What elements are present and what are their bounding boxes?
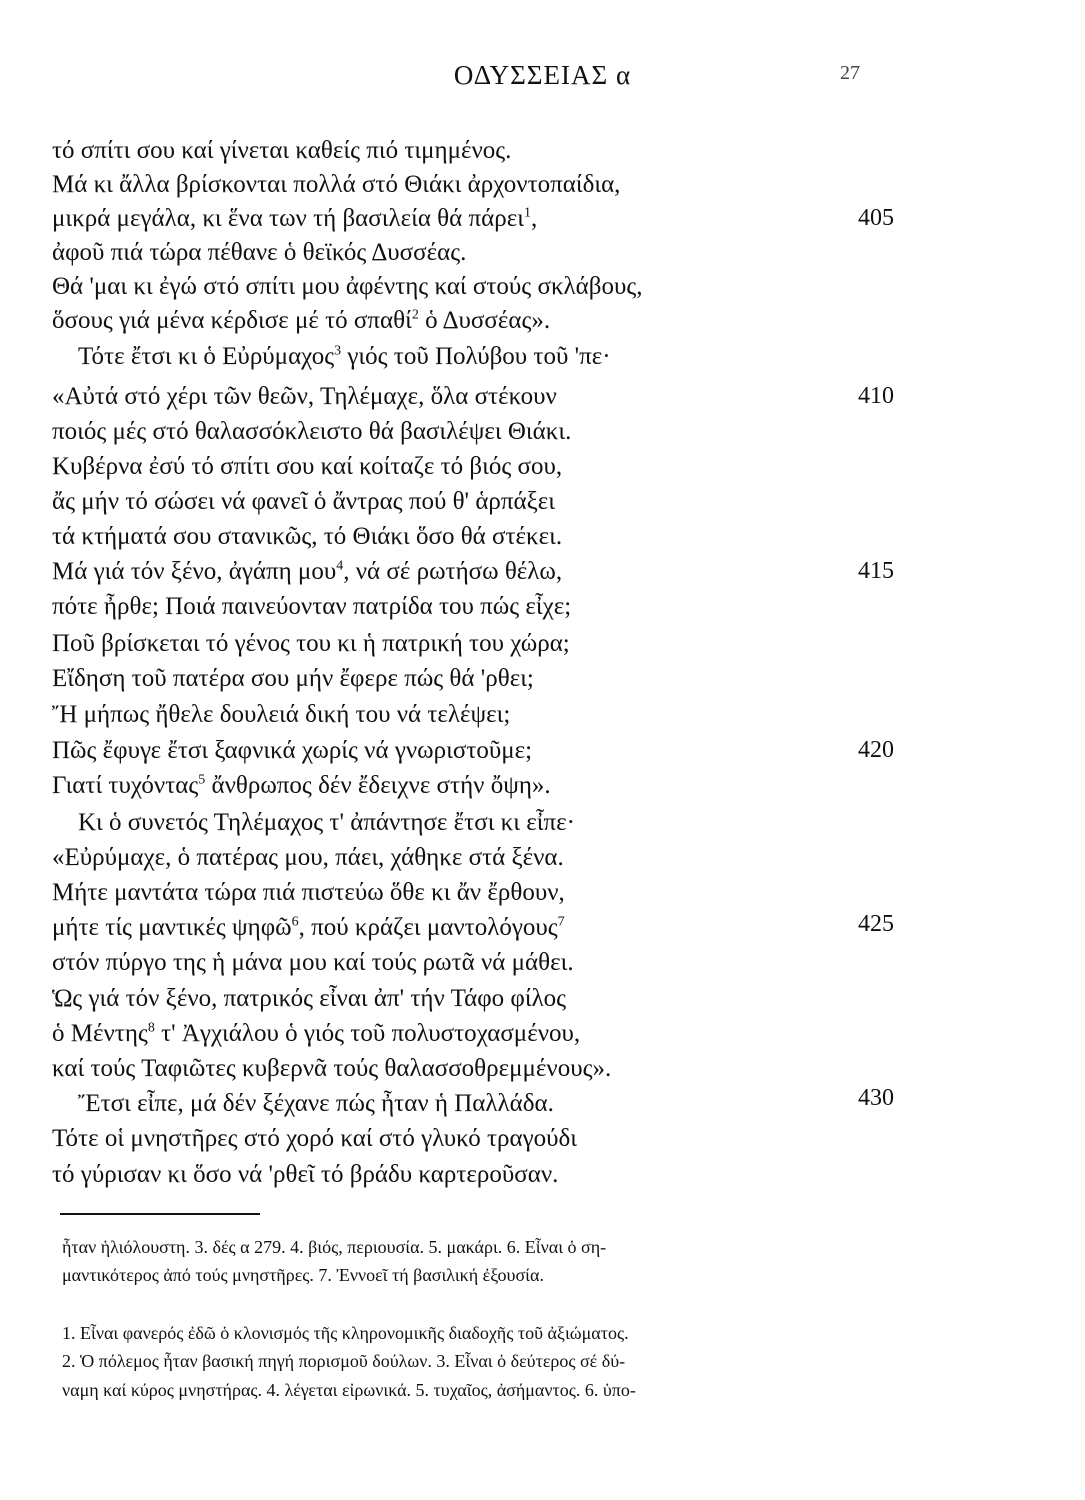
verse-line: Θά 'μαι κι ἐγώ στό σπίτι μου ἀφέντης καί στούς σκλάβους, <box>52 273 643 300</box>
verse-line: ποιός μές στό θαλασσόκλειστο θά βασιλέψει Θιάκι. <box>52 418 572 445</box>
verse-line: ὅσους γιά μένα κέρδισε μέ τό σπαθί$^2$ ὁ Δυσσέας». <box>52 307 551 334</box>
verse-line: μήτε τίς μαντικές ψηφῶ$^6$, πού κράζει μαντολόγους$^7$ <box>52 914 565 941</box>
verse-line: πότε ἦρθε; Ποιά παινεύονταν πατρίδα του πώς εἶχε; <box>52 593 572 620</box>
footnote-marker: 6 <box>291 914 299 930</box>
page-title: ΟΔΥΣΣΕΙΑΣ α <box>453 60 632 90</box>
line-number: 430 <box>858 1085 894 1111</box>
verse-line: Ὡς γιά τόν ξένο, πατρικός εἶναι ἀπ' τήν Τάφο φίλος <box>52 985 567 1012</box>
footnote-line: 1. Εἶναι φανερός ἐδῶ ὁ κλονισμός τῆς κληρονομικῆς διαδοχῆς τοῦ ἀξιώματος. <box>62 1323 629 1343</box>
page-number: 27 <box>840 62 860 84</box>
verse-line: Κυβέρνα ἐσύ τό σπίτι σου καί κοίταζε τό βιός σου, <box>52 453 563 480</box>
line-number: 405 <box>858 205 894 231</box>
footnote-line: 2. Ὁ πόλεμος ἦταν βασική πηγή πορισμοῦ δούλων. 3. Εἶναι ὁ δεύτερος σέ δύ- <box>62 1351 626 1371</box>
line-number: 420 <box>858 737 894 763</box>
verse-line: ἀφοῦ πιά τώρα πέθανε ὁ θεϊκός Δυσσέας. <box>52 239 467 266</box>
footnote-divider <box>60 1213 260 1215</box>
footnote-marker: 4 <box>336 558 344 574</box>
verse-line: Γιατί τυχόντας$^5$ ἄνθρωπος δέν ἔδειχνε στήν ὄψη». <box>52 772 551 799</box>
verse-line: στόν πύργο της ἡ μάνα μου καί τούς ρωτᾶ νά μάθει. <box>52 949 574 976</box>
verse-line: τό σπίτι σου καί γίνεται καθείς πιό τιμημένος. <box>52 137 512 164</box>
footnote-marker: 8 <box>147 1020 155 1036</box>
verse-line: Ἔτσι εἶπε, μά δέν ξέχανε πώς ἦταν ἡ Παλλάδα. <box>78 1090 554 1117</box>
verse-line: τά κτήματά σου στανικῶς, τό Θιάκι ὅσο θά στέκει. <box>52 523 563 550</box>
footnote-marker: 7 <box>557 914 565 930</box>
verse-line: Κι ὁ συνετός Τηλέμαχος τ' ἀπάντησε ἔτσι κι εἶπε· <box>78 809 575 836</box>
footnote-line: μαντικότερος ἀπό τούς μνηστῆρες. 7. Ἐννοεῖ τή βασιλική ἐξουσία. <box>62 1265 544 1285</box>
verse-line: Εἴδηση τοῦ πατέρα σου μήν ἔφερε πώς θά 'ρθει; <box>52 665 534 692</box>
line-number: 425 <box>858 911 894 937</box>
verse-line: Τότε ἔτσι κι ὁ Εὐρύμαχος$^3$ γιός τοῦ Πολύβου τοῦ 'πε· <box>78 343 611 370</box>
verse-line: Ἤ μήπως ἤθελε δουλειά δική του νά τελέψει; <box>52 701 511 728</box>
verse-line: καί τούς Ταφιῶτες κυβερνᾶ τούς θαλασσοθρεμμένους». <box>52 1055 612 1082</box>
footnote-marker: 3 <box>334 343 342 359</box>
footnote-line: ναμη καί κύρος μνηστήρας. 4. λέγεται εἰρωνικά. 5. τυχαῖος, ἀσήμαντος. 6. ὑπο- <box>62 1380 636 1400</box>
verse-line: Μά κι ἄλλα βρίσκονται πολλά στό Θιάκι ἀρχοντοπαίδια, <box>52 171 621 198</box>
footnote-marker: 5 <box>198 772 206 788</box>
verse-line: «Εὐρύμαχε, ὁ πατέρας μου, πάει, χάθηκε στά ξένα. <box>52 844 564 871</box>
verse-line: μικρά μεγάλα, κι ἕνα των τή βασιλεία θά πάρει$^1$, <box>52 205 538 232</box>
verse-line: Μά γιά τόν ξένο, ἀγάπη μου$^4$, νά σέ ρωτήσω θέλω, <box>52 558 563 585</box>
verse-line: Ποῦ βρίσκεται τό γένος του κι ἡ πατρική του χώρα; <box>52 630 570 657</box>
verse-line: «Αὐτά στό χέρι τῶν θεῶν, Τηλέμαχε, ὅλα στέκουν <box>52 383 557 410</box>
verse-line: ὁ Μέντης$^8$ τ' Ἀγχιάλου ὁ γιός τοῦ πολυστοχασμένου, <box>52 1020 581 1047</box>
verse-line: ἄς μήν τό σώσει νά φανεῖ ὁ ἄντρας πού θ' ἁρπάξει <box>52 488 555 515</box>
footnote-marker: 1 <box>523 205 531 221</box>
verse-line: Πῶς ἔφυγε ἔτσι ξαφνικά χωρίς νά γνωριστοῦμε; <box>52 737 533 764</box>
line-number: 410 <box>858 383 894 409</box>
verse-line: τό γύρισαν κι ὅσο νά 'ρθεῖ τό βράδυ καρτεροῦσαν. <box>52 1161 559 1188</box>
verse-line: Τότε οἱ μνηστῆρες στό χορό καί στό γλυκό τραγούδι <box>52 1125 578 1152</box>
footnote-line: ἦταν ἡλιόλουστη. 3. δές α 279. 4. βιός, περιουσία. 5. μακάρι. 6. Εἶναι ὁ ση- <box>62 1237 607 1257</box>
line-number: 415 <box>858 558 894 584</box>
footnote-marker: 2 <box>411 307 419 323</box>
verse-line: Μήτε μαντάτα τώρα πιά πιστεύω ὅθε κι ἄν ἔρθουν, <box>52 879 565 906</box>
